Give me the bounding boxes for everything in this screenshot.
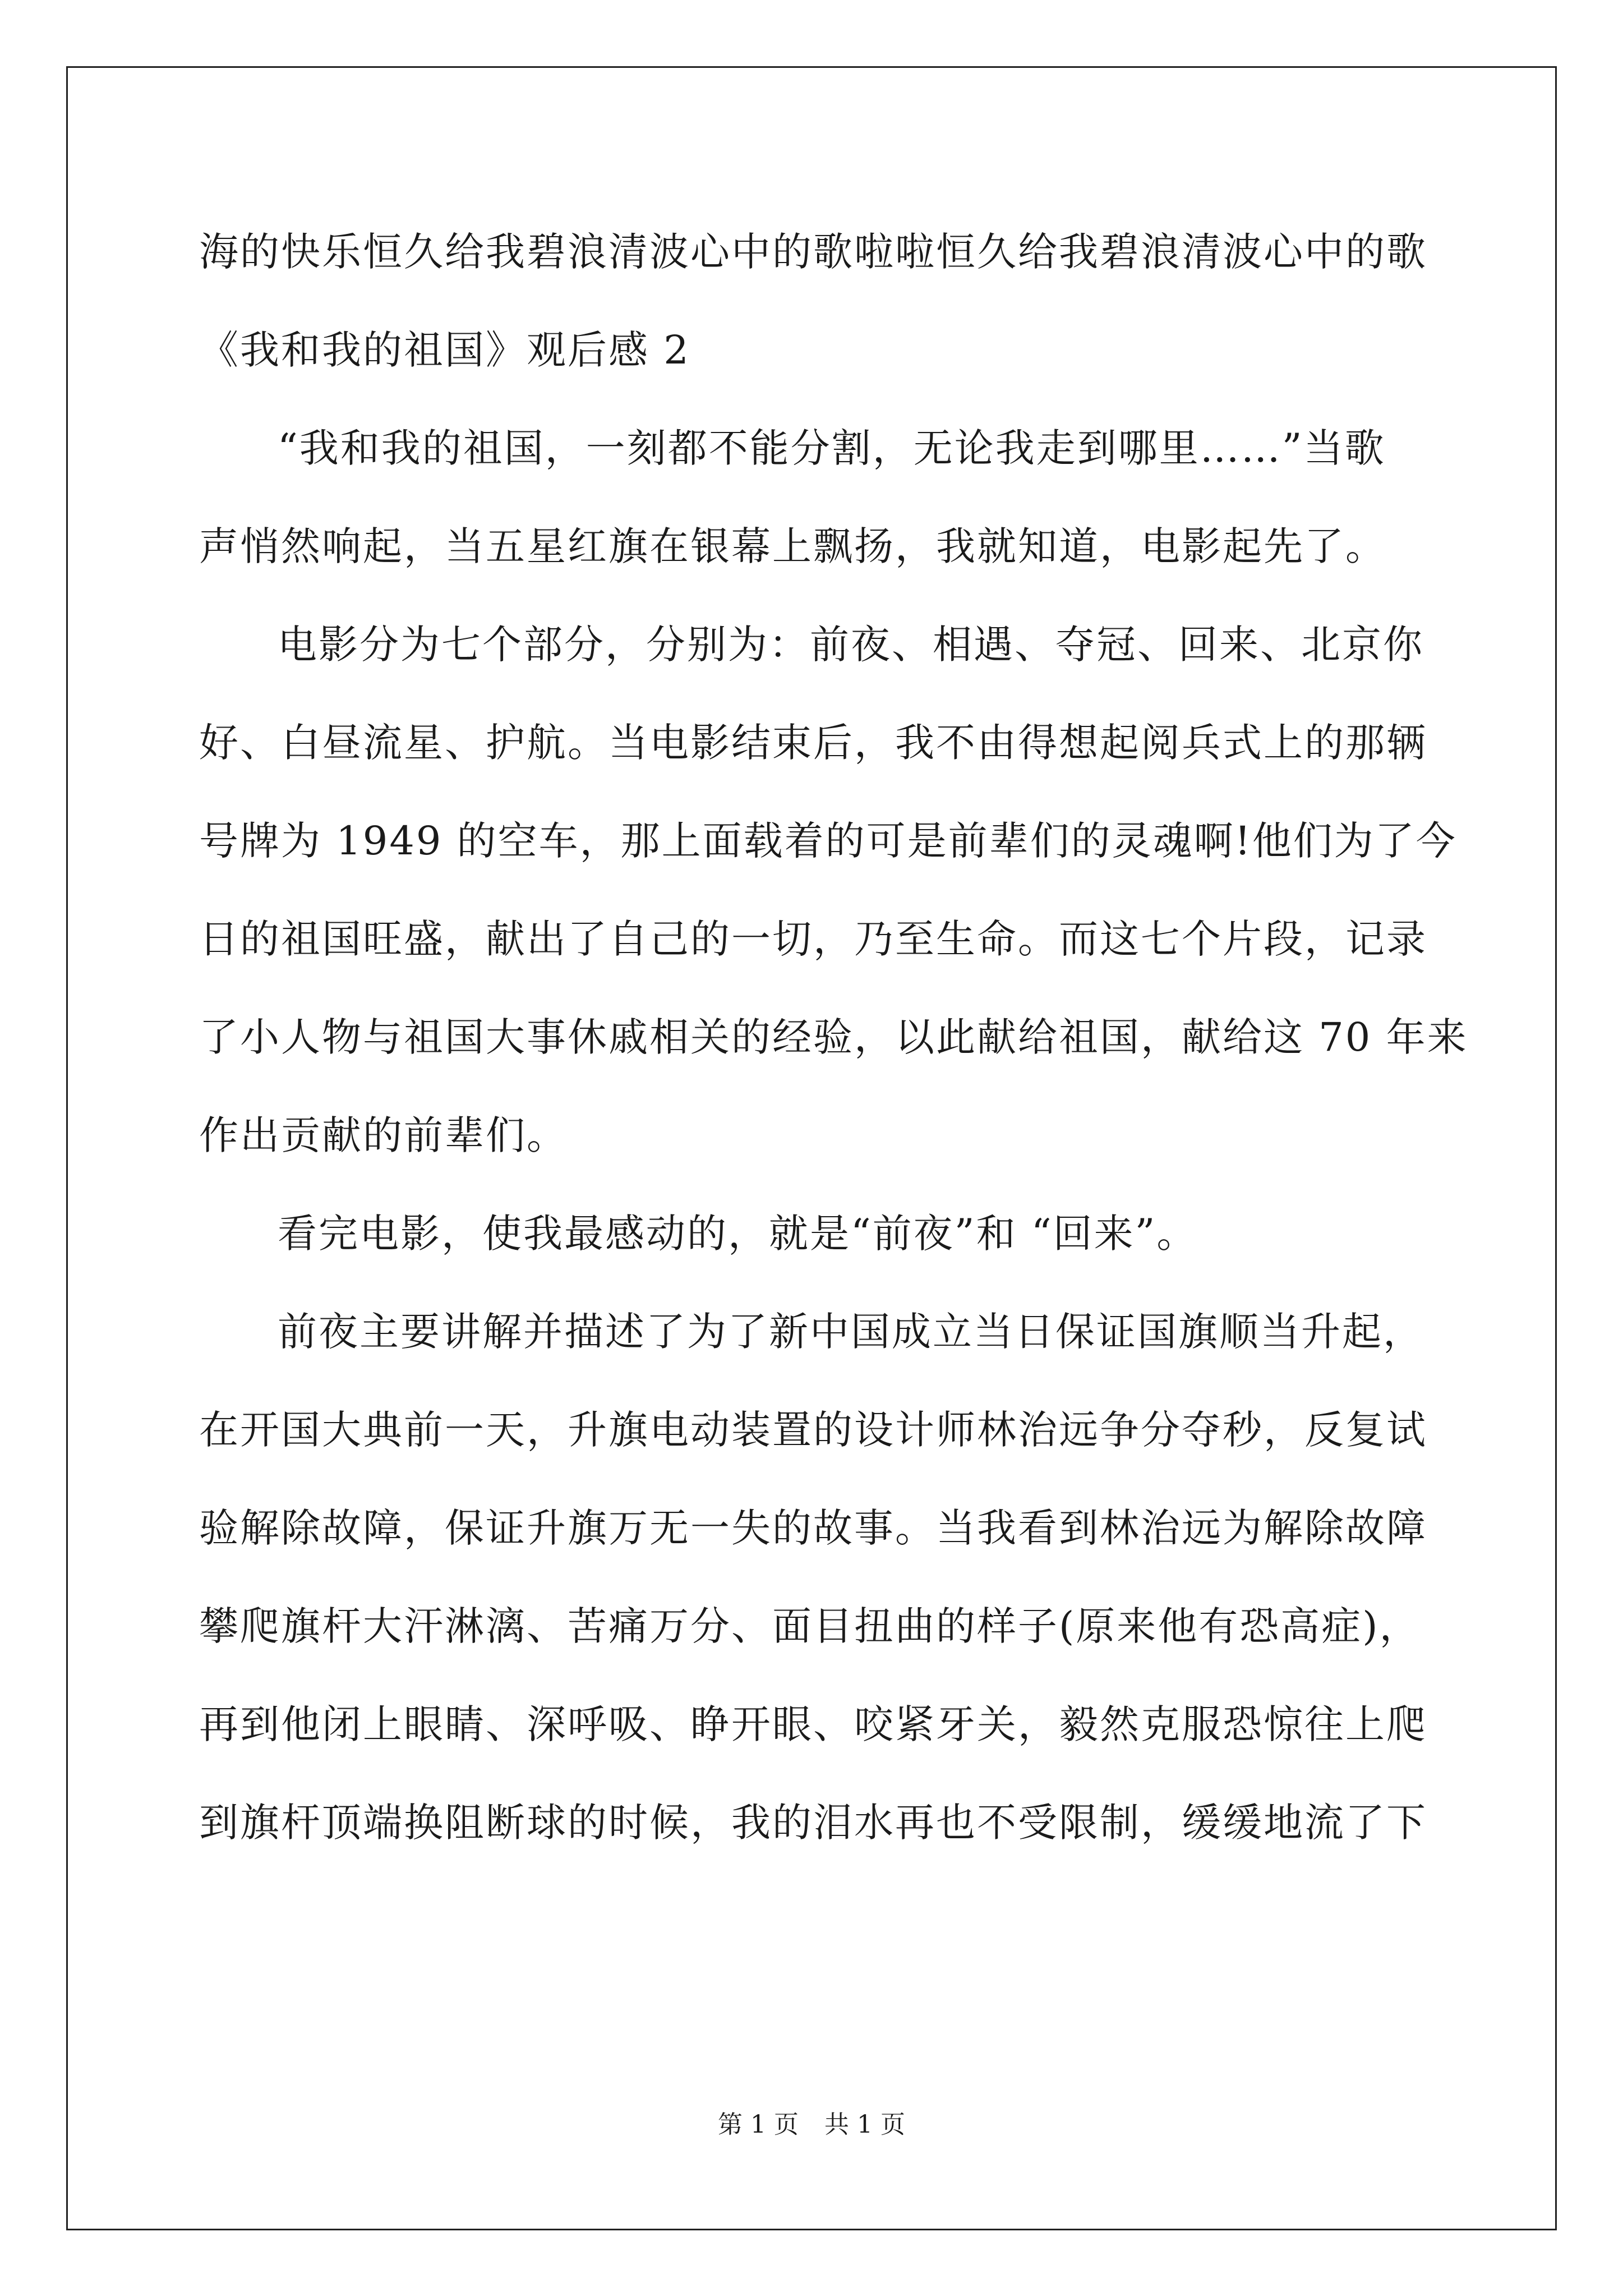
- text-line: 声悄然响起，当五星红旗在银幕上飘扬，我就知道，电影起先了。: [199, 523, 1386, 569]
- paragraph-start-line: 看完电影，使我最感动的，就是“前夜”和 “回来”。: [278, 1211, 1198, 1257]
- essay-title: 《我和我的祖国》观后感 2: [199, 327, 690, 373]
- page-footer: [0, 2108, 1623, 2142]
- document-body: [199, 221, 1468, 1890]
- page-number: 第 1 页: [718, 2110, 799, 2139]
- text-line: 到旗杆顶端换阻断球的时候，我的泪水再也不受限制，缓缓地流了下: [199, 1800, 1427, 1846]
- text-line: 在开国大典前一天，升旗电动装置的设计师林治远争分夺秒，反复试: [199, 1407, 1427, 1453]
- text-line: 好、白昼流星、护航。当电影结束后，我不由得想起阅兵式上的那辆: [199, 720, 1427, 766]
- paragraph-start-line: 前夜主要讲解并描述了为了新中国成立当日保证国旗顺当升起，: [278, 1309, 1424, 1355]
- paragraph-start-line: 电影分为七个部分，分别为：前夜、相遇、夺冠、回来、北京你: [278, 622, 1424, 668]
- text-line: 了小人物与祖国大事休戚相关的经验，以此献给祖国，献给这 70 年来: [199, 1014, 1468, 1060]
- text-line: 日的祖国旺盛，献出了自己的一切，乃至生命。而这七个片段，记录: [199, 916, 1427, 962]
- page-total: 共 1 页: [824, 2110, 905, 2139]
- paragraph-start-line: “我和我的祖国，一刻都不能分割，无论我走到哪里……”当歌: [278, 425, 1386, 471]
- text-line: 再到他闭上眼睛、深呼吸、睁开眼、咬紧牙关，毅然克服恐惊往上爬: [199, 1701, 1427, 1747]
- text-line: 海的快乐恒久给我碧浪清波心中的歌啦啦恒久给我碧浪清波心中的歌: [199, 229, 1427, 275]
- text-line: 号牌为 1949 的空车，那上面载着的可是前辈们的灵魂啊!他们为了今: [199, 818, 1457, 864]
- text-line: 攀爬旗杆大汗淋漓、苦痛万分、面目扭曲的样子(原来他有恐高症)，: [199, 1603, 1421, 1649]
- text-line: 作出贡献的前辈们。: [199, 1112, 568, 1158]
- text-line: 验解除故障，保证升旗万无一失的故事。当我看到林治远为解除故障: [199, 1505, 1427, 1551]
